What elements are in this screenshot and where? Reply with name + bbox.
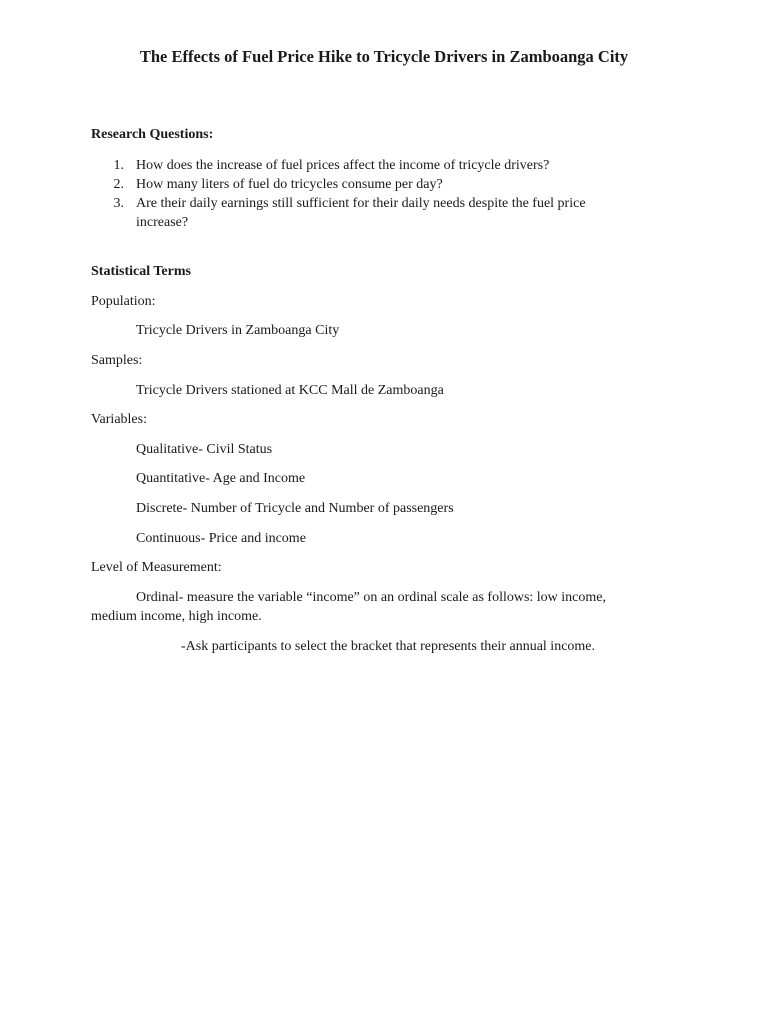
list-item-text: Are their daily earnings still sufficient for their daily needs despite the fuel price — [136, 196, 586, 211]
variables-label: Variables: — [91, 412, 147, 427]
samples-label: Samples: — [91, 353, 143, 368]
variable-discrete: Discrete- Number of Tricycle and Number of passengers — [136, 501, 454, 516]
list-item-text: How many liters of fuel do tricycles consume per day? — [136, 177, 443, 192]
samples-value: Tricycle Drivers stationed at KCC Mall de Zamboanga — [136, 383, 444, 398]
document-title: The Effects of Fuel Price Hike to Tricycle Drivers in Zamboanga City — [139, 47, 629, 66]
population-label: Population: — [91, 294, 156, 309]
variable-qualitative: Qualitative- Civil Status — [136, 442, 273, 457]
list-number: 1. — [113, 158, 124, 173]
list-item-continuation: increase? — [136, 215, 189, 230]
ordinal-text-line2: medium income, high income. — [91, 609, 262, 624]
level-of-measurement-label: Level of Measurement: — [91, 560, 222, 575]
research-questions-heading: Research Questions: — [91, 127, 214, 142]
variable-continuous: Continuous- Price and income — [136, 531, 306, 546]
list-number: 2. — [113, 177, 124, 192]
ordinal-text-line1: Ordinal- measure the variable “income” on an ordinal scale as follows: low income, — [136, 590, 606, 605]
population-value: Tricycle Drivers in Zamboanga City — [136, 323, 340, 338]
statistical-terms-heading: Statistical Terms — [91, 264, 191, 279]
ordinal-note: -Ask participants to select the bracket that represents their annual income. — [181, 639, 596, 654]
list-number: 3. — [113, 196, 124, 211]
list-item-text: How does the increase of fuel prices affect the income of tricycle drivers? — [136, 158, 550, 173]
variable-quantitative: Quantitative- Age and Income — [136, 471, 306, 486]
